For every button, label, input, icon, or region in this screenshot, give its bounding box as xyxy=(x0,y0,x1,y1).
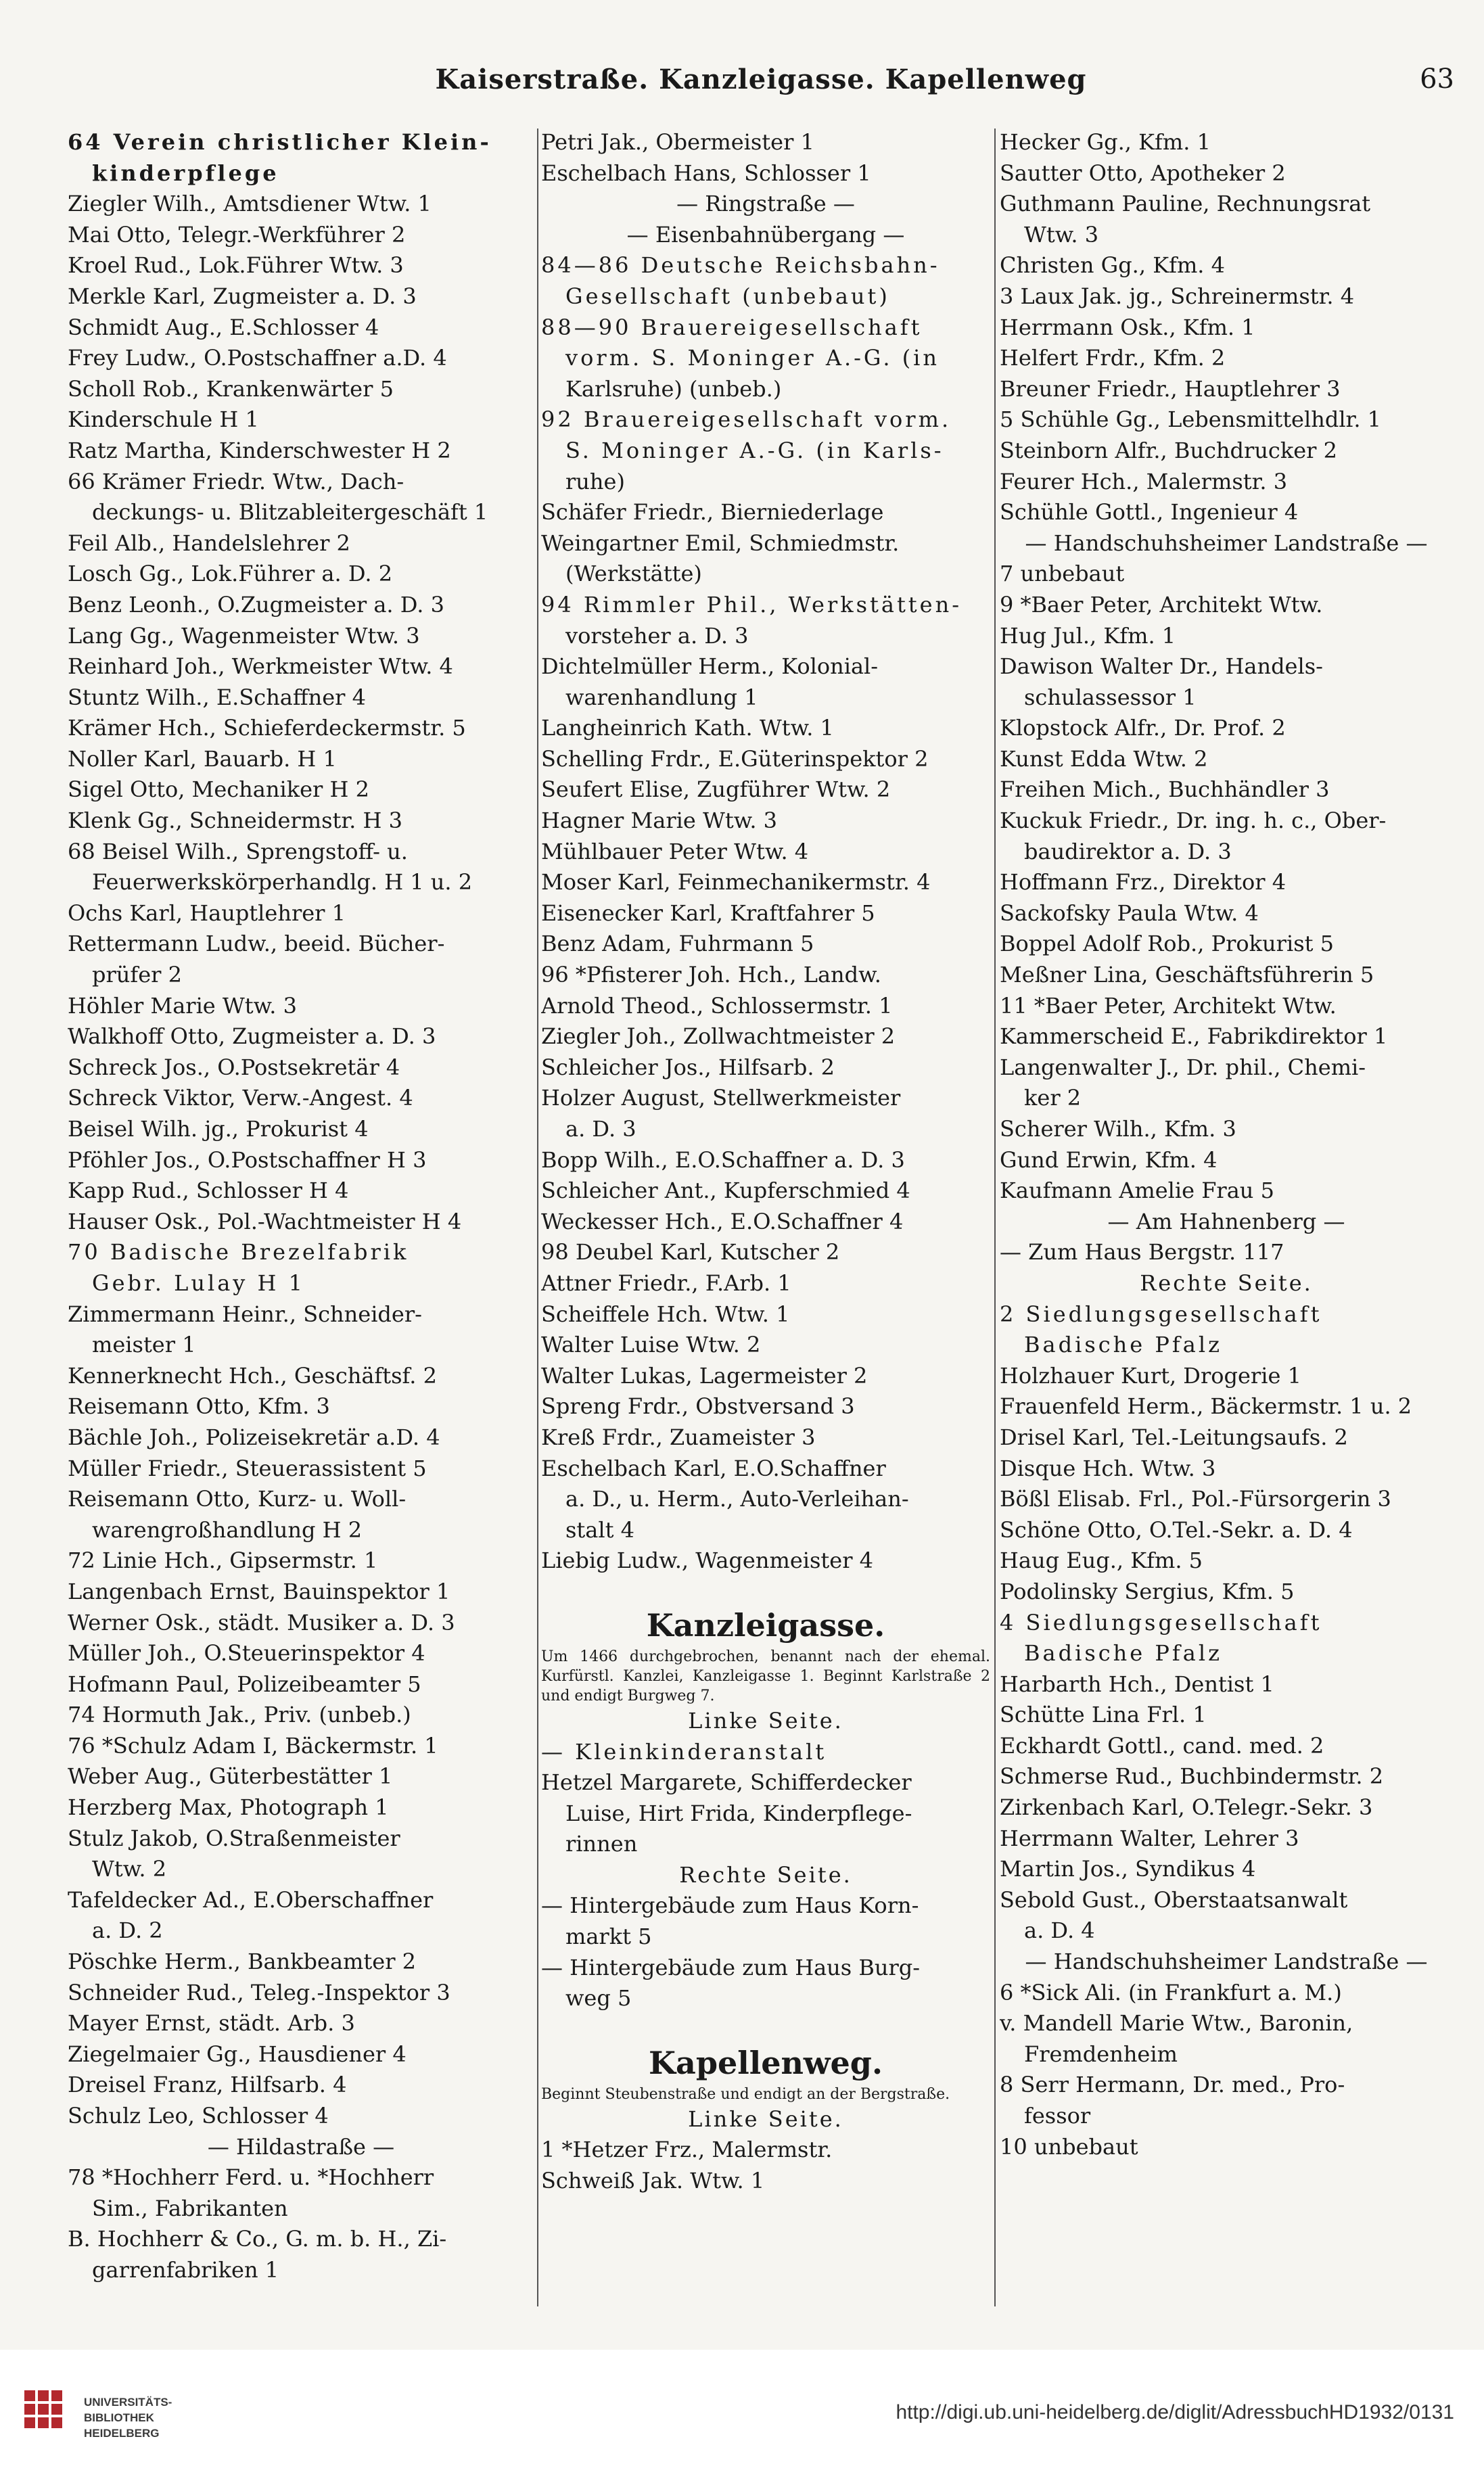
directory-entry: Reisemann Otto, Kurz- u. Woll- xyxy=(68,1486,407,1512)
directory-entry: Drisel Karl, Tel.-Leitungsaufs. 2 xyxy=(1000,1424,1348,1450)
directory-entry: ker 2 xyxy=(1024,1085,1082,1111)
directory-entry: Ziegler Wilh., Amtsdiener Wtw. 1 xyxy=(68,191,432,217)
directory-entry: baudirektor a. D. 3 xyxy=(1024,838,1232,864)
directory-entry: Kinderschule H 1 xyxy=(68,407,259,433)
directory-entry: Seufert Elise, Zugführer Wtw. 2 xyxy=(541,776,891,803)
library-name-line3: HEIDELBERG xyxy=(84,2427,160,2440)
page-title: Kaiserstraße. Kanzleigasse. Kapellenweg xyxy=(435,64,1087,95)
section-heading: Kanzleigasse. xyxy=(646,1606,885,1644)
directory-entry: Harbarth Hch., Dentist 1 xyxy=(1000,1671,1274,1697)
directory-entry: Krämer Hch., Schieferdeckermstr. 5 xyxy=(68,715,466,741)
directory-entry: Badische Pfalz xyxy=(1024,1640,1222,1667)
directory-entry: Walter Lukas, Lagermeister 2 xyxy=(541,1362,868,1389)
directory-entry: Stuntz Wilh., E.Schaffner 4 xyxy=(68,684,366,710)
directory-entry: Werner Osk., städt. Musiker a. D. 3 xyxy=(68,1609,455,1635)
directory-entry: Spreng Frdr., Obstversand 3 xyxy=(541,1393,855,1420)
directory-entry: rinnen xyxy=(565,1831,638,1857)
directory-entry: Sim., Fabrikanten xyxy=(92,2195,288,2221)
directory-entry: Feil Alb., Handelslehrer 2 xyxy=(68,530,350,556)
directory-entry: 11 *Baer Peter, Architekt Wtw. xyxy=(1000,992,1337,1019)
directory-entry: — Hintergebäude zum Haus Burg- xyxy=(541,1954,921,1980)
directory-entry: Hofmann Paul, Polizeibeamter 5 xyxy=(68,1671,421,1697)
directory-entry: prüfer 2 xyxy=(92,962,182,988)
directory-entry: Eschelbach Karl, E.O.Schaffner xyxy=(541,1455,886,1481)
directory-entry: 3 Laux Jak. jg., Schreinermstr. 4 xyxy=(1000,283,1355,309)
directory-entry: 92 Brauereigesellschaft vorm. xyxy=(541,407,952,433)
directory-entry: 78 *Hochherr Ferd. u. *Hochherr xyxy=(68,2164,434,2191)
directory-entry: Beisel Wilh. jg., Prokurist 4 xyxy=(68,1116,369,1142)
directory-entry: Merkle Karl, Zugmeister a. D. 3 xyxy=(68,283,417,309)
directory-entry: Schäfer Friedr., Bierniederlage xyxy=(541,499,884,526)
directory-entry: Pföhler Jos., O.Postschaffner H 3 xyxy=(68,1146,427,1173)
directory-entry: Bächle Joh., Polizeisekretär a.D. 4 xyxy=(68,1424,440,1450)
directory-entry: Herrmann Walter, Lehrer 3 xyxy=(1000,1825,1299,1851)
directory-entry: deckungs- u. Blitzableitergeschäft 1 xyxy=(92,499,488,526)
directory-entry: Schmidt Aug., E.Schlosser 4 xyxy=(68,314,379,340)
directory-entry: Badische Pfalz xyxy=(1024,1332,1222,1358)
directory-entry: Petri Jak., Obermeister 1 xyxy=(541,129,814,155)
directory-entry: Scherer Wilh., Kfm. 3 xyxy=(1000,1116,1236,1142)
source-url-link[interactable]: http://digi.ub.uni-heidelberg.de/diglit/AdressbuchHD1932/0131 xyxy=(896,2401,1454,2423)
directory-entry: 66 Krämer Friedr. Wtw., Dach- xyxy=(68,468,404,494)
directory-entry: Guthmann Pauline, Rechnungsrat xyxy=(1000,191,1371,217)
directory-entry: — Zum Haus Bergstr. 117 xyxy=(1000,1239,1284,1265)
directory-entry: Kuckuk Friedr., Dr. ing. h. c., Ober- xyxy=(1000,808,1387,834)
directory-entry: Frauenfeld Herm., Bäckermstr. 1 u. 2 xyxy=(1000,1393,1412,1420)
directory-entry: — Handschuhsheimer Landstraße — xyxy=(1025,530,1428,556)
directory-entry: Weckesser Hch., E.O.Schaffner 4 xyxy=(541,1208,904,1234)
directory-entry: Ziegelmaier Gg., Hausdiener 4 xyxy=(68,2041,407,2067)
directory-entry: Mayer Ernst, städt. Arb. 3 xyxy=(68,2010,355,2037)
directory-entry: kinderpflege xyxy=(92,160,279,186)
directory-entry: 2 Siedlungsgesellschaft xyxy=(1000,1301,1322,1327)
directory-entry: a. D. 2 xyxy=(92,1918,163,1944)
directory-entry: warenhandlung 1 xyxy=(565,684,758,710)
directory-entry: Sackofsky Paula Wtw. 4 xyxy=(1000,900,1259,926)
directory-entry: Schütte Lina Frl. 1 xyxy=(1000,1702,1207,1728)
directory-entry: Martin Jos., Syndikus 4 xyxy=(1000,1856,1256,1882)
directory-entry: Dichtelmüller Herm., Kolonial- xyxy=(541,653,879,680)
directory-entry: stalt 4 xyxy=(565,1516,634,1543)
directory-entry: 76 *Schulz Adam I, Bäckermstr. 1 xyxy=(68,1732,438,1759)
directory-entry: 68 Beisel Wilh., Sprengstoff- u. xyxy=(68,838,408,864)
directory-entry: Kapp Rud., Schlosser H 4 xyxy=(68,1178,349,1204)
directory-entry: Reinhard Joh., Werkmeister Wtw. 4 xyxy=(68,653,453,680)
directory-entry: Schmerse Rud., Buchbindermstr. 2 xyxy=(1000,1763,1384,1790)
directory-entry: Luise, Hirt Frida, Kinderpflege- xyxy=(565,1800,912,1826)
column-divider-1 xyxy=(537,129,538,2306)
directory-entry: Klopstock Alfr., Dr. Prof. 2 xyxy=(1000,715,1286,741)
directory-entry: B. Hochherr & Co., G. m. b. H., Zi- xyxy=(68,2226,447,2252)
directory-entry: Scholl Rob., Krankenwärter 5 xyxy=(68,375,394,402)
directory-entry: garrenfabriken 1 xyxy=(92,2256,279,2283)
side-heading: Linke Seite. xyxy=(688,1707,843,1734)
directory-entry: Weingartner Emil, Schmiedmstr. xyxy=(541,530,900,556)
directory-entry: Hetzel Margarete, Schifferdecker xyxy=(541,1769,912,1796)
directory-entry: Frey Ludw., O.Postschaffner a.D. 4 xyxy=(68,345,447,371)
directory-entry: Walter Luise Wtw. 2 xyxy=(541,1332,761,1358)
directory-entry: 98 Deubel Karl, Kutscher 2 xyxy=(541,1239,840,1265)
directory-entry: a. D. 4 xyxy=(1024,1918,1095,1944)
directory-entry: (Werkstätte) xyxy=(565,561,702,587)
library-name xyxy=(84,2394,172,2441)
directory-entry: v. Mandell Marie Wtw., Baronin, xyxy=(1000,2010,1353,2037)
directory-entry: Langenbach Ernst, Bauinspektor 1 xyxy=(68,1578,450,1604)
directory-entry: Kammerscheid E., Fabrikdirektor 1 xyxy=(1000,1023,1388,1050)
column-middle xyxy=(541,127,990,2308)
directory-entry: Disque Hch. Wtw. 3 xyxy=(1000,1455,1216,1481)
directory-entry: schulassessor 1 xyxy=(1024,684,1197,710)
directory-entry: Schneider Rud., Teleg.-Inspektor 3 xyxy=(68,1979,450,2005)
directory-entry: a. D. 3 xyxy=(565,1116,636,1142)
directory-entry: Holzhauer Kurt, Drogerie 1 xyxy=(1000,1362,1301,1389)
directory-entry: Reisemann Otto, Kfm. 3 xyxy=(68,1393,330,1420)
directory-entry: 6 *Sick Ali. (in Frankfurt a. M.) xyxy=(1000,1979,1342,2005)
directory-entry: Karlsruhe) (unbeb.) xyxy=(565,375,782,402)
directory-entry: Langenwalter J., Dr. phil., Chemi- xyxy=(1000,1054,1366,1080)
directory-entry: meister 1 xyxy=(92,1332,196,1358)
directory-entry: fessor xyxy=(1024,2103,1091,2129)
directory-entry: ruhe) xyxy=(565,468,625,494)
directory-entry: — Ringstraße — xyxy=(676,191,855,217)
directory-entry: Dawison Walter Dr., Handels- xyxy=(1000,653,1323,680)
directory-entry: Lang Gg., Wagenmeister Wtw. 3 xyxy=(68,622,420,649)
directory-entry: Feurer Hch., Malermstr. 3 xyxy=(1000,468,1288,494)
directory-entry: Rettermann Ludw., beeid. Bücher- xyxy=(68,931,445,957)
directory-entry: Liebig Ludw., Wagenmeister 4 xyxy=(541,1548,874,1574)
directory-entry: Kaufmann Amelie Frau 5 xyxy=(1000,1178,1274,1204)
directory-entry: 5 Schühle Gg., Lebensmittelhdlr. 1 xyxy=(1000,407,1382,433)
directory-entry: Müller Joh., O.Steuerinspektor 4 xyxy=(68,1640,425,1667)
directory-entry: Stulz Jakob, O.Straßenmeister xyxy=(68,1825,400,1851)
directory-entry: — Handschuhsheimer Landstraße — xyxy=(1025,1949,1428,1975)
directory-entry: Zirkenbach Karl, O.Telegr.-Sekr. 3 xyxy=(1000,1794,1373,1821)
directory-entry: — Hildastraße — xyxy=(207,2133,395,2160)
directory-entry: Fremdenheim xyxy=(1024,2041,1178,2067)
directory-entry: Ratz Martha, Kinderschwester H 2 xyxy=(68,437,451,463)
directory-entry: Pöschke Herm., Bankbeamter 2 xyxy=(68,1949,417,1975)
directory-entry: Bopp Wilh., E.O.Schaffner a. D. 3 xyxy=(541,1146,905,1173)
footer-bar xyxy=(0,2350,1484,2485)
directory-entry: Sebold Gust., Oberstaatsanwalt xyxy=(1000,1886,1348,1913)
directory-entry: Eckhardt Gottl., cand. med. 2 xyxy=(1000,1732,1324,1759)
directory-entry: Steinborn Alfr., Buchdrucker 2 xyxy=(1000,437,1337,463)
directory-entry: Freihen Mich., Buchhändler 3 xyxy=(1000,776,1330,803)
directory-entry: Boppel Adolf Rob., Prokurist 5 xyxy=(1000,931,1334,957)
directory-entry: a. D., u. Herm., Auto-Verleihan- xyxy=(565,1486,909,1512)
directory-entry: Sigel Otto, Mechaniker H 2 xyxy=(68,776,369,803)
page-header xyxy=(68,64,1454,111)
directory-entry: 8 Serr Hermann, Dr. med., Pro- xyxy=(1000,2072,1345,2098)
library-name-line1: UNIVERSITÄTS- xyxy=(84,2396,172,2409)
section-heading: Kapellenweg. xyxy=(649,2044,883,2081)
directory-entry: — Eisenbahnübergang — xyxy=(626,221,905,248)
directory-entry: Kennerknecht Hch., Geschäftsf. 2 xyxy=(68,1362,437,1389)
directory-entry: 4 Siedlungsgesellschaft xyxy=(1000,1609,1322,1635)
side-heading: Linke Seite. xyxy=(688,2106,843,2132)
directory-entry: Zimmermann Heinr., Schneider- xyxy=(68,1301,422,1327)
column-left xyxy=(68,127,534,2308)
side-heading: Rechte Seite. xyxy=(1140,1270,1313,1296)
directory-entry: Eisenecker Karl, Kraftfahrer 5 xyxy=(541,900,875,926)
library-logo[interactable] xyxy=(22,2386,184,2447)
section-note: Um 1466 durchgebrochen, benannt nach der ehemal. Kurfürstl. Kanzlei, Kanzleigasse 1. Beginnt Karlstraße 2 und endigt Burgweg 7. xyxy=(541,1648,990,1704)
directory-entry: Bößl Elisab. Frl., Pol.-Fürsorgerin 3 xyxy=(1000,1486,1391,1512)
directory-entry: Herzberg Max, Photograph 1 xyxy=(68,1794,389,1821)
directory-entry: Tafeldecker Ad., E.Oberschaffner xyxy=(68,1886,434,1913)
directory-entry: Losch Gg., Lok.Führer a. D. 2 xyxy=(68,561,393,587)
directory-entry: Benz Adam, Fuhrmann 5 xyxy=(541,931,814,957)
directory-entry: vorm. S. Moninger A.-G. (in xyxy=(565,345,940,371)
directory-entry: Mühlbauer Peter Wtw. 4 xyxy=(541,838,809,864)
directory-entry: Schreck Viktor, Verw.-Angest. 4 xyxy=(68,1085,413,1111)
directory-entry: Gebr. Lulay H 1 xyxy=(92,1270,305,1296)
directory-entry: Weber Aug., Güterbestätter 1 xyxy=(68,1763,393,1790)
directory-entry: Podolinsky Sergius, Kfm. 5 xyxy=(1000,1578,1295,1604)
directory-entry: Hoffmann Frz., Direktor 4 xyxy=(1000,869,1286,896)
directory-entry: Schweiß Jak. Wtw. 1 xyxy=(541,2168,765,2194)
directory-entry: Walkhoff Otto, Zugmeister a. D. 3 xyxy=(68,1023,436,1050)
directory-entry: Ziegler Joh., Zollwachtmeister 2 xyxy=(541,1023,896,1050)
directory-entry: Breuner Friedr., Hauptlehrer 3 xyxy=(1000,375,1341,402)
directory-entry: Mai Otto, Telegr.-Werkführer 2 xyxy=(68,221,406,248)
directory-entry: Klenk Gg., Schneidermstr. H 3 xyxy=(68,808,402,834)
directory-entry: 7 unbebaut xyxy=(1000,561,1125,587)
directory-entry: warengroßhandlung H 2 xyxy=(92,1516,363,1543)
directory-entry: weg 5 xyxy=(565,1985,632,2012)
directory-entry: Dreisel Franz, Hilfsarb. 4 xyxy=(68,2072,347,2098)
directory-entry: Schleicher Jos., Hilfsarb. 2 xyxy=(541,1054,835,1080)
directory-entry: Feuerwerkskörperhandlg. H 1 u. 2 xyxy=(92,869,473,896)
directory-entry: Noller Karl, Bauarb. H 1 xyxy=(68,745,337,772)
directory-entry: Attner Friedr., F.Arb. 1 xyxy=(541,1270,791,1296)
directory-entry: Kroel Rud., Lok.Führer Wtw. 3 xyxy=(68,252,404,279)
side-heading: Rechte Seite. xyxy=(679,1861,852,1888)
directory-entry: Schelling Frdr., E.Güterinspektor 2 xyxy=(541,745,929,772)
directory-entry: 10 unbebaut xyxy=(1000,2133,1138,2160)
directory-entry: Haug Eug., Kfm. 5 xyxy=(1000,1548,1203,1574)
directory-entry: Hagner Marie Wtw. 3 xyxy=(541,808,778,834)
column-right xyxy=(1000,127,1453,2308)
directory-entry: Langheinrich Kath. Wtw. 1 xyxy=(541,715,834,741)
directory-entry: vorsteher a. D. 3 xyxy=(565,622,749,649)
directory-entry: Arnold Theod., Schlossermstr. 1 xyxy=(541,992,893,1019)
directory-entry: Holzer August, Stellwerkmeister xyxy=(541,1085,901,1111)
directory-entry: 94 Rimmler Phil., Werkstätten- xyxy=(541,591,963,618)
directory-entry: — Hintergebäude zum Haus Korn- xyxy=(541,1892,919,1919)
directory-entry: 88—90 Brauereigesellschaft xyxy=(541,314,923,340)
directory-entry: Wtw. 3 xyxy=(1024,221,1099,248)
directory-entry: Scheiffele Hch. Wtw. 1 xyxy=(541,1301,790,1327)
directory-entry: S. Moninger A.-G. (in Karls- xyxy=(565,437,944,463)
directory-entry: — Kleinkinderanstalt xyxy=(541,1738,827,1765)
section-note: Beginnt Steubenstraße und endigt an der Bergstraße. xyxy=(541,2085,950,2103)
library-name-line2: BIBLIOTHEK xyxy=(84,2411,154,2424)
directory-entry: Wtw. 2 xyxy=(92,1856,167,1882)
directory-entry: Kreß Frdr., Zuameister 3 xyxy=(541,1424,816,1450)
directory-entry: 9 *Baer Peter, Architekt Wtw. xyxy=(1000,591,1323,618)
directory-entry: Sautter Otto, Apotheker 2 xyxy=(1000,160,1286,186)
directory-entry: Eschelbach Hans, Schlosser 1 xyxy=(541,160,871,186)
directory-entry: Hug Jul., Kfm. 1 xyxy=(1000,622,1176,649)
directory-entry: Schühle Gottl., Ingenieur 4 xyxy=(1000,499,1299,526)
directory-entry: 64 Verein christlicher Klein- xyxy=(68,129,492,155)
directory-entry: Kunst Edda Wtw. 2 xyxy=(1000,745,1208,772)
directory-entry: Müller Friedr., Steuerassistent 5 xyxy=(68,1455,427,1481)
library-seal-icon xyxy=(22,2386,76,2447)
directory-entry: Gund Erwin, Kfm. 4 xyxy=(1000,1146,1218,1173)
directory-entry: Benz Leonh., O.Zugmeister a. D. 3 xyxy=(68,591,444,618)
directory-entry: Schreck Jos., O.Postsekretär 4 xyxy=(68,1054,400,1080)
directory-entry: 74 Hormuth Jak., Priv. (unbeb.) xyxy=(68,1702,411,1728)
directory-entry: Höhler Marie Wtw. 3 xyxy=(68,992,297,1019)
directory-entry: Schleicher Ant., Kupferschmied 4 xyxy=(541,1178,910,1204)
directory-entry: Schulz Leo, Schlosser 4 xyxy=(68,2103,329,2129)
directory-entry: Ochs Karl, Hauptlehrer 1 xyxy=(68,900,346,926)
directory-entry: 72 Linie Hch., Gipsermstr. 1 xyxy=(68,1548,378,1574)
directory-entry: Hecker Gg., Kfm. 1 xyxy=(1000,129,1211,155)
directory-entry: 84—86 Deutsche Reichsbahn- xyxy=(541,252,940,279)
directory-entry: Moser Karl, Feinmechanikermstr. 4 xyxy=(541,869,931,896)
directory-entry: markt 5 xyxy=(565,1924,652,1950)
directory-entry: Herrmann Osk., Kfm. 1 xyxy=(1000,314,1255,340)
page-number: 63 xyxy=(1420,64,1454,95)
directory-entry: Hauser Osk., Pol.-Wachtmeister H 4 xyxy=(68,1208,462,1234)
directory-entry: Gesellschaft (unbebaut) xyxy=(565,283,890,309)
directory-entry: 96 *Pfisterer Joh. Hch., Landw. xyxy=(541,962,881,988)
directory-entry: 1 *Hetzer Frz., Malermstr. xyxy=(541,2137,833,2163)
directory-entry: Helfert Frdr., Kfm. 2 xyxy=(1000,345,1226,371)
directory-entry: Schöne Otto, O.Tel.-Sekr. a. D. 4 xyxy=(1000,1516,1353,1543)
directory-entry: — Am Hahnenberg — xyxy=(1107,1208,1345,1234)
directory-entry: Christen Gg., Kfm. 4 xyxy=(1000,252,1225,279)
directory-entry: 70 Badische Brezelfabrik xyxy=(68,1239,409,1265)
directory-entry: Meßner Lina, Geschäftsführerin 5 xyxy=(1000,962,1374,988)
column-divider-2 xyxy=(994,129,996,2306)
